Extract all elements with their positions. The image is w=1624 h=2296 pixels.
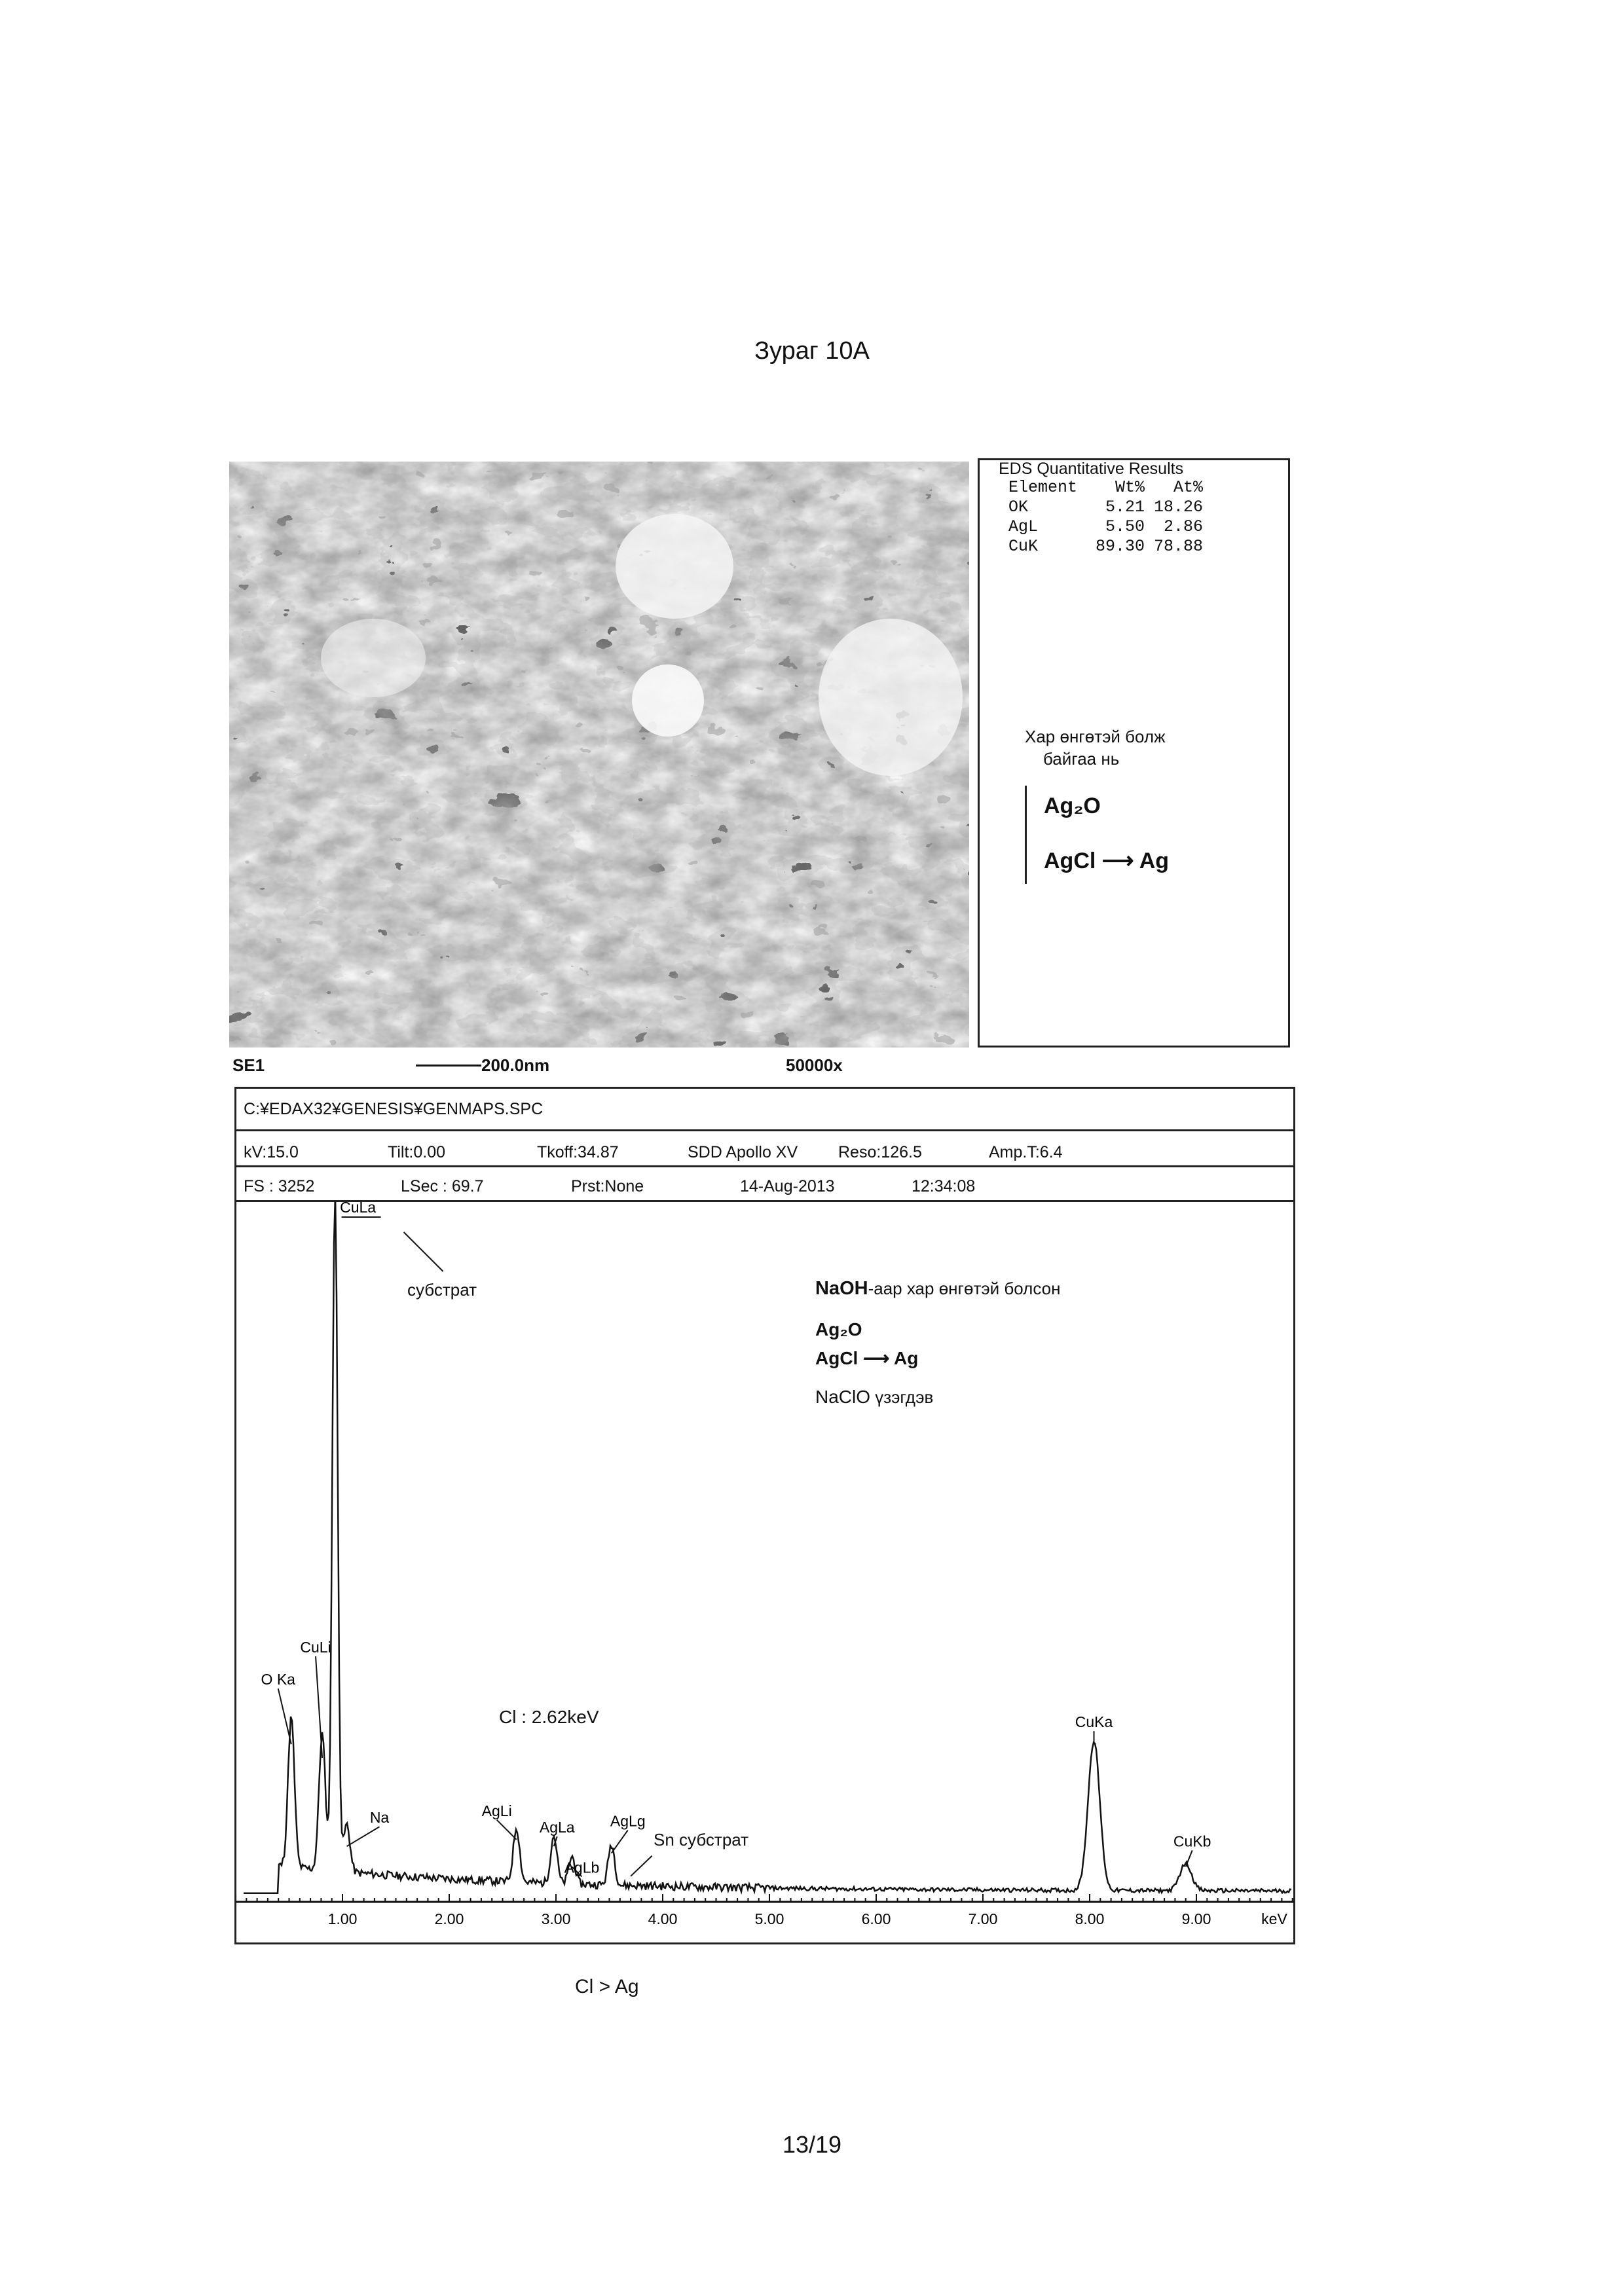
peak-leader-line xyxy=(347,1827,380,1846)
peak-leader-line xyxy=(497,1820,517,1840)
sn-substrate-label: Sn субстрат xyxy=(654,1830,749,1850)
x-tick-label: 3.00 xyxy=(541,1910,571,1927)
eds-note xyxy=(1025,725,1166,770)
x-tick-label: 4.00 xyxy=(648,1910,678,1927)
compound-agcl: AgCl ⟶ Ag xyxy=(1044,848,1170,873)
eds-note-line-1: Хар өнгөтэй болж xyxy=(1025,727,1166,746)
scale-bar xyxy=(416,1065,481,1066)
peak-label: O Ka xyxy=(261,1671,295,1688)
spectrum-line xyxy=(244,1201,1291,1893)
bottom-note: Cl > Ag xyxy=(575,1976,639,1997)
compound-ag2o: Ag₂O xyxy=(1044,793,1101,818)
meta-amp: Amp.T:6.4 xyxy=(989,1143,1063,1161)
eds-note-line-2: байгаа нь xyxy=(1043,749,1120,769)
x-tick-label: 7.00 xyxy=(968,1910,998,1927)
peak-leader-line xyxy=(1186,1850,1192,1867)
substrate-leader-line xyxy=(342,1217,443,1271)
x-axis-unit: keV xyxy=(1261,1910,1287,1927)
x-tick-label: 9.00 xyxy=(1181,1910,1211,1927)
table-row xyxy=(1008,478,1212,498)
meta-detector: SDD Apollo XV xyxy=(688,1143,798,1161)
meta-prst: Prst:None xyxy=(571,1177,644,1195)
table-row xyxy=(1008,537,1212,556)
peak-label: AgLg xyxy=(610,1812,646,1830)
x-tick-label: 6.00 xyxy=(861,1910,891,1927)
agcl-note: AgCl ⟶ Ag xyxy=(815,1348,919,1368)
x-tick-label: 1.00 xyxy=(327,1910,358,1927)
eds-header-wt: Wt% xyxy=(1115,478,1145,497)
meta-lsec: LSec : 69.7 xyxy=(401,1177,484,1195)
substrate-label: субстрат xyxy=(407,1280,477,1300)
naoh-note xyxy=(815,1278,1060,1300)
naoh-rest: -аар хар өнгөтэй болсон xyxy=(868,1279,1061,1298)
eds-cell: 5.21 xyxy=(1105,498,1145,517)
ag2o-note: Ag₂O xyxy=(815,1319,862,1339)
sem-micrograph xyxy=(229,462,969,1048)
meta-tkoff: Tkoff:34.87 xyxy=(537,1143,619,1161)
figure-title: Зураг 10А xyxy=(754,337,870,365)
brace-mark xyxy=(1025,786,1039,884)
peak-leader-line xyxy=(316,1656,322,1758)
x-tick-label: 5.00 xyxy=(754,1910,784,1927)
magnification: 50000x xyxy=(786,1055,843,1075)
eds-cell: 89.30 xyxy=(1096,537,1145,556)
page-number: 13/19 xyxy=(782,2131,842,2158)
peak-label: AgLa xyxy=(539,1819,575,1836)
divider xyxy=(234,1129,1295,1131)
peak-label: CuLi xyxy=(300,1639,331,1656)
cl-energy-note: Cl : 2.62keV xyxy=(499,1707,599,1727)
eds-header-element: Element xyxy=(1008,478,1078,497)
peak-leader-line xyxy=(612,1831,628,1853)
peak-label: AgLb xyxy=(564,1859,600,1876)
peak-label: CuLa xyxy=(340,1201,377,1216)
x-tick-label: 2.00 xyxy=(434,1910,464,1927)
eds-results-table xyxy=(1008,478,1212,556)
table-row xyxy=(1008,498,1212,517)
eds-cell: AgL xyxy=(1008,517,1039,536)
naclo-bold: NaClO xyxy=(815,1387,871,1407)
naoh-bold: NaOH xyxy=(815,1278,868,1299)
divider xyxy=(234,1165,1295,1167)
meta-fs: FS : 3252 xyxy=(244,1177,315,1195)
peak-leader-line xyxy=(278,1688,291,1744)
naclo-rest: үзэгдэв xyxy=(870,1387,934,1407)
sn-leader-line xyxy=(631,1856,652,1876)
eds-spectrum-plot xyxy=(236,1201,1294,1943)
x-tick-label: 8.00 xyxy=(1075,1910,1105,1927)
eds-header-at: At% xyxy=(1173,478,1204,497)
eds-cell: OK xyxy=(1008,498,1029,517)
eds-cell: 18.26 xyxy=(1154,498,1204,517)
peak-label: CuKb xyxy=(1173,1832,1211,1850)
meta-time: 12:34:08 xyxy=(912,1177,976,1195)
meta-reso: Reso:126.5 xyxy=(838,1143,922,1161)
eds-cell: 78.88 xyxy=(1154,537,1204,556)
eds-cell: CuK xyxy=(1008,537,1039,556)
naclo-note xyxy=(815,1387,933,1408)
peak-label: AgLi xyxy=(481,1802,512,1819)
peak-label: Na xyxy=(369,1809,390,1827)
eds-cell: 2.86 xyxy=(1164,517,1204,536)
eds-results-title: EDS Quantitative Results xyxy=(999,460,1184,478)
eds-cell: 5.50 xyxy=(1105,517,1145,536)
meta-kv: kV:15.0 xyxy=(244,1143,299,1161)
sem-detector: SE1 xyxy=(232,1055,265,1075)
meta-tilt: Tilt:0.00 xyxy=(388,1143,446,1161)
peak-label: CuKa xyxy=(1075,1713,1113,1731)
table-row xyxy=(1008,517,1212,537)
spectrum-file-path: C:¥EDAX32¥GENESIS¥GENMAPS.SPC xyxy=(244,1100,544,1118)
scale-bar-label: 200.0nm xyxy=(481,1055,550,1075)
meta-date: 14-Aug-2013 xyxy=(740,1177,835,1195)
